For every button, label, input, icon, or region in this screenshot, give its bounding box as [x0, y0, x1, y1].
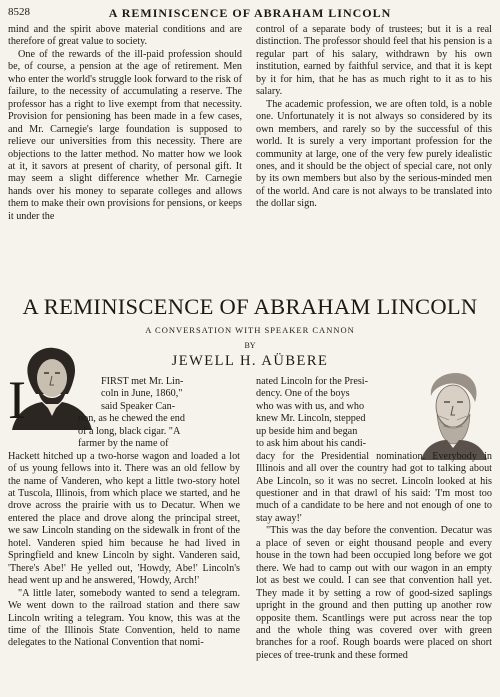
- paragraph: "A little later, somebody wanted to send a telegram. We went down to the railroad station and there saw Lincoln writing a telegram. You know, this was at the time of the Illinois State Convention, held to name delegates to the National Convention that nomi-: [8, 587, 240, 649]
- article-title: A REMINISCENCE OF ABRAHAM LINCOLN: [22, 294, 478, 319]
- text-line: FIRST met Mr. Lin-: [101, 376, 184, 387]
- paragraph: control of a separate body of trustees; but it is a real distinction. The professor should feel that his pension is a regular part of his salary, withdrawn by his own institution, earned by faithful service, and that it is kept by it for him, that he has as much right to it as to his salary.: [256, 24, 492, 98]
- paragraph: "This was the day before the convention. Decatur was a place of seven or eight thousand people and every house in the town had been occupied long before we got there. We had to camp out with our wagon in an empty lot as best we could. I can see that convention hall yet. They made it by setting a row of good-sized saplings upright in the ground and then putting up another row opposite them. Scantlings were put across near the top and the whole thing was covered over with green branches for a roof. Rough boards were placed on short pieces of tree-trunk and these formed: [256, 525, 492, 661]
- text-line: said Speaker Can-: [101, 400, 176, 412]
- preceding-article-right-column: [256, 24, 492, 211]
- text-line: who was with us, and who: [256, 400, 365, 412]
- paragraph: The academic profession, we are often told, is a noble one. Unfortunately it is not always so considered by its own members, and rarely so by the successful of this world. It is surely a very important profession for the community at large, one of the very few purely idealistic ones, and it should be the object of special care, not only by its own members but also by the serious-minded men of the world. And care is not always to be translated into the dollar sign.: [256, 98, 492, 210]
- text-line: non, as he chewed the end: [78, 413, 185, 425]
- running-title: A REMINISCENCE OF ABRAHAM LINCOLN: [108, 6, 392, 20]
- text-line: coln in June, 1860,": [101, 388, 183, 400]
- text-line: farmer by the name of: [78, 438, 169, 450]
- text-line: dency. One of the boys: [256, 388, 350, 400]
- text-line: up beside him and began: [256, 425, 358, 437]
- text-line: knew Mr. Lincoln, stepped: [256, 413, 366, 425]
- article-author: JEWELL H. AÜBERE: [171, 353, 329, 369]
- paragraph: One of the rewards of the ill-paid profession should be, of course, a pension at the age of retirement. Men who enter the world's struggle look forward to the risk of failure, to the necessity of accumulating a reserve. The professor has a right to live exempt from that necessity. Provision for pensioning has been made in a few cases, and Mr. Carnegie's large foundation is supposed to relieve our universities from this necessity. There are objections to the latter method. No matter how we look at it, it savors at present of charity, of personal gift. It may seem a slight difference whether Mr. Carnegie hands over his money to separate colleges and allows them to make their own provisions for pensions, or keeps it under the: [8, 48, 242, 222]
- article-left-column: [8, 370, 240, 650]
- paragraph: dacy for the Presidential nomination. Everybody in Illinois and all over the country had got to talking about Abe Lincoln, so it was no secret. Lincoln looked at his questioner and in that drawl of his said: 'I'm most too much of a candidate to be here and not enough of one to stay away!': [256, 450, 492, 524]
- paragraph: Hackett hitched up a two-horse wagon and loaded a lot of us young fellows into it. There was an old fellow by the name of Vanderen, who kept a little two-story hotel at Tuscola, Illinois, from which place we started, and he drove across the prairie with us to Decatur. When we entered the place and drove along the principal street, we saw Lincoln standing on the sidewalk in front of the hotel. Vanderen spied him because he had lived in Springfield and knew Lincoln by sight. Vanderen said, 'There's Abe!' He yelled out, 'Howdy, Abe!' Lincoln's head went up and he answered, 'Howdy, Arch!': [8, 450, 240, 587]
- text-line: to ask him about his candi-: [256, 438, 367, 450]
- article-right-column: [256, 376, 492, 662]
- page-number: 8528: [8, 6, 30, 18]
- paragraph: mind and the spirit above material conditions and are therefore of great value to society.: [8, 24, 242, 48]
- drop-cap: I: [8, 370, 26, 430]
- preceding-article-left-column: [8, 24, 242, 223]
- text-line: of a long, black cigar. "A: [78, 425, 181, 437]
- running-head: [8, 6, 492, 22]
- byline-by: BY: [244, 341, 256, 350]
- article-subtitle: A CONVERSATION WITH SPEAKER CANNON: [145, 325, 355, 335]
- text-line: nated Lincoln for the Presi-: [256, 376, 369, 387]
